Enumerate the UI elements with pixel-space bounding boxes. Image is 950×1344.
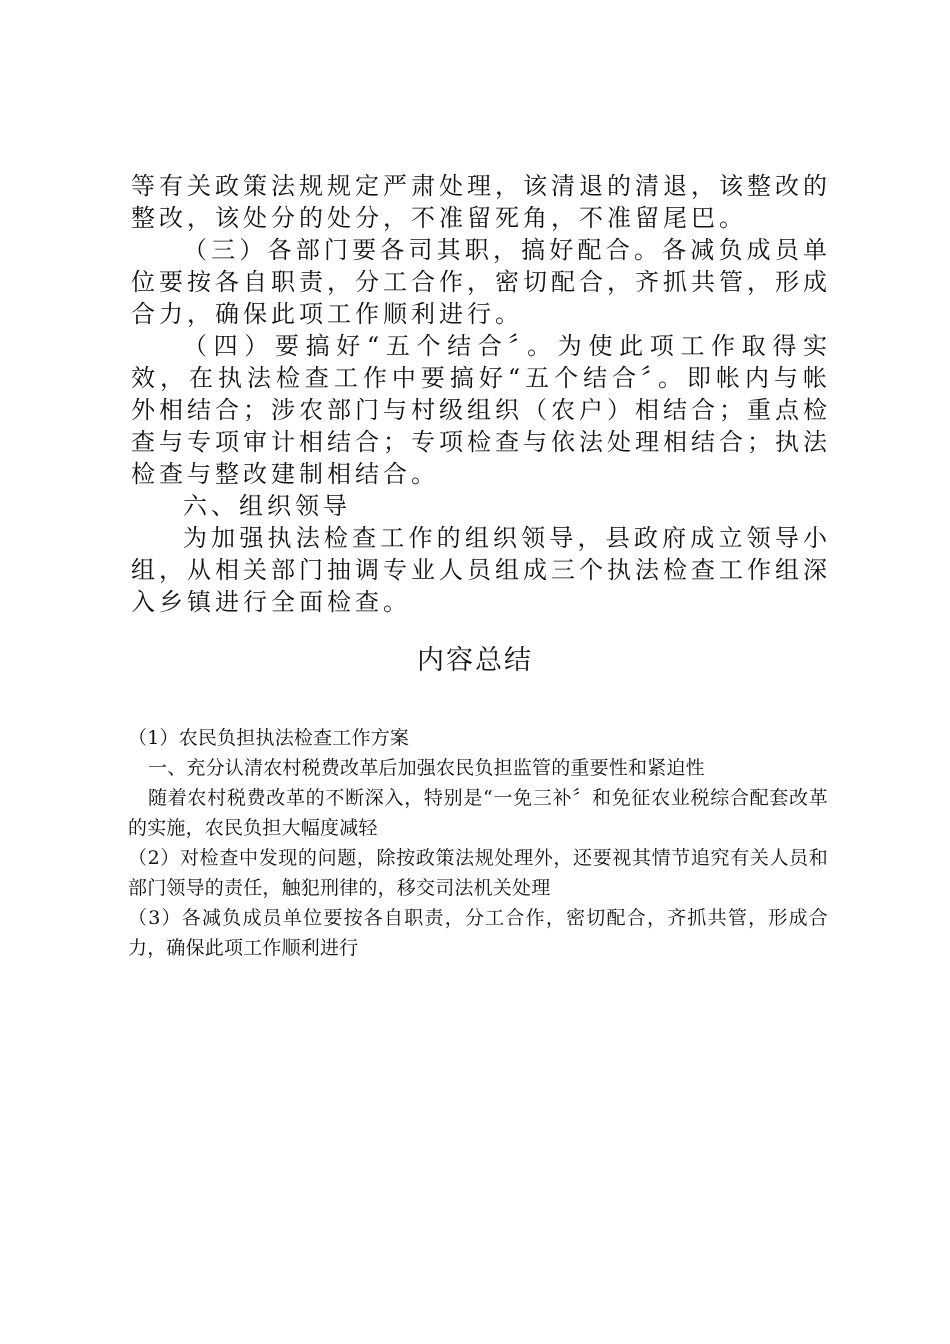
summary-item-1-title: （1）农民负担执法检查工作方案	[128, 727, 410, 749]
summary-title: 内容总结	[417, 645, 533, 676]
summary-item-1-sub-2: 随着农村税费改革的不断深入，特别是“一免三补〞和免征农业税综合配套改革的实施，农民负担大幅度减轻	[128, 787, 828, 839]
summary-item-3: （3）各减负成员单位要按各自职责，分工合作，密切配合，齐抓共管，形成合力，确保此项工作顺利进行	[128, 907, 828, 959]
paragraph-continuation: 等有关政策法规规定严肃处理，该清退的清退，该整改的整改，该处分的处分，不准留死角，不准留尾巴。	[131, 172, 831, 232]
paragraph-organization: 为加强执法检查工作的组织领导，县政府成立领导小组，从相关部门抽调专业人员组成三个执法检查工作组深入乡镇进行全面检查。	[131, 524, 831, 616]
paragraph-section-3: （三）各部门要各司其职，搞好配合。各减负成员单位要按各自职责，分工合作，密切配合，齐抓共管，形成合力，确保此项工作顺利进行。	[131, 236, 831, 328]
summary-item-2: （2）对检查中发现的问题，除按政策法规处理外，还要视其情节追究有关人员和部门领导的责任，触犯刑律的，移交司法机关处理	[128, 847, 828, 899]
body-text	[131, 170, 831, 618]
section-heading-6: 六、组织领导	[183, 492, 351, 520]
summary-item-1-sub-1: 一、充分认清农村税费改革后加强农民负担监管的重要性和紧迫性	[148, 757, 705, 779]
summary-section	[128, 723, 828, 963]
paragraph-section-4: （四）要搞好“五个结合〞。为使此项工作取得实效，在执法检查工作中要搞好“五个结合〞。即帐内与帐外相结合；涉农部门与村级组织（农户）相结合；重点检查与专项审计相结合；专项检查与依法处理相结合；执法检查与整改建制相结合。	[131, 332, 831, 488]
